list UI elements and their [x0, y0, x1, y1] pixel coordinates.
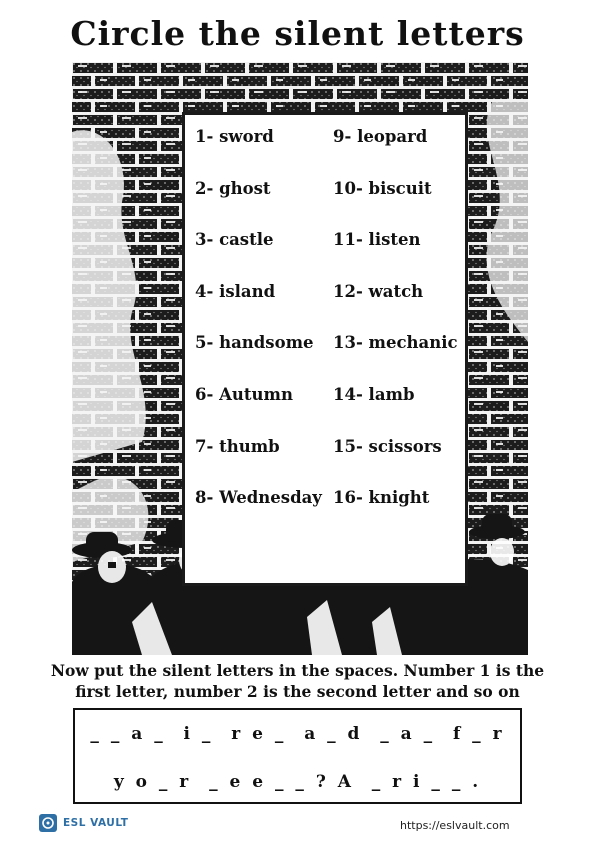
answer-line-1: _ _ a _ i _ r e _ a _ d _ a _ f _ r: [90, 724, 505, 744]
page-title: Circle the silent letters: [70, 14, 525, 53]
word-item: 8- Wednesday: [195, 488, 322, 508]
esl-vault-logo[interactable]: [38, 812, 128, 834]
answer-box: [73, 708, 522, 804]
instructions-line-1: Now put the silent letters in the spaces. Number 1 is the: [50, 661, 545, 680]
word-item: 13- mechanic: [333, 333, 458, 353]
word-item: 4- island: [195, 281, 276, 301]
word-item: 10- biscuit: [333, 178, 432, 198]
word-item: 3- castle: [195, 230, 274, 250]
instructions-line-2: first letter, number 2 is the second letter and so on: [75, 682, 520, 701]
logo-text: ESL VAULT: [63, 817, 129, 829]
answer-line-2: y o _ r _ e e _ _ ? A _ r i _ _ .: [113, 772, 482, 792]
vault-icon: [38, 813, 58, 833]
instructions: [0, 660, 595, 702]
word-item: 1- sword: [195, 127, 274, 146]
word-item: 6- Autumn: [195, 385, 293, 404]
word-item: 11- listen: [333, 230, 421, 250]
word-item: 5- handsome: [195, 333, 314, 353]
word-item: 2- ghost: [195, 178, 271, 198]
word-item: 9- leopard: [333, 127, 428, 146]
word-board: [182, 112, 468, 586]
word-item: 7- thumb: [195, 436, 280, 456]
brick-wall-illustration: [72, 62, 528, 655]
footer-url[interactable]: https://eslvault.com: [400, 819, 510, 832]
word-item: 14- lamb: [333, 385, 415, 404]
word-item: 12- watch: [333, 281, 424, 301]
word-item: 15- scissors: [333, 436, 442, 456]
word-item: 16- knight: [333, 488, 430, 508]
